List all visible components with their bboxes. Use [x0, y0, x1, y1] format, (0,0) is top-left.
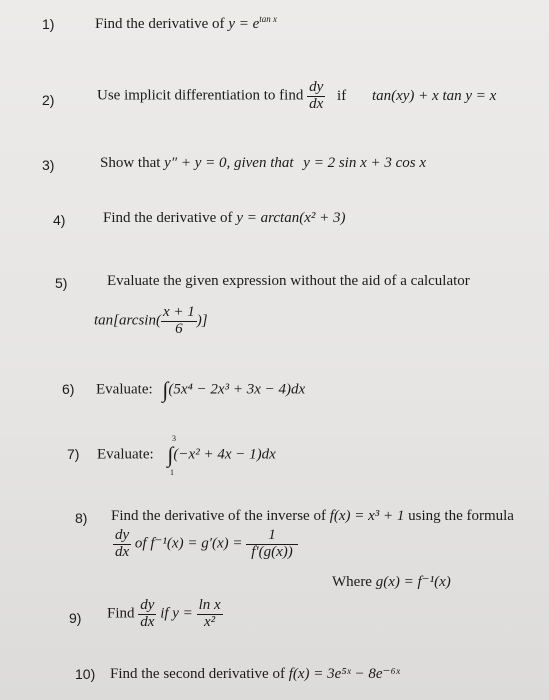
derivative-fraction: $\frac{dy}{dx}$	[309, 79, 324, 112]
math-expression: tan[arcsin( $\frac{x + 1}{6}$ )]	[94, 304, 208, 337]
problem-text: Evaluate the given expression without the aid of a calculator	[107, 273, 470, 289]
exponent: tan x	[259, 14, 277, 24]
math-expression: (−x² + 4x − 1)dx	[173, 446, 276, 463]
problem-text: Find the derivative of y = arctan(x² + 3)	[103, 210, 346, 226]
fraction: $\frac{\text{ln x}}{\text{x²}}$	[198, 597, 221, 630]
problem-text: Find the derivative of $y = e^{tan x}$	[95, 14, 277, 32]
problem-number: 5)	[55, 275, 68, 291]
math-expression: y″ + y = 0, given that	[164, 155, 294, 171]
problem-number: 3)	[42, 157, 55, 173]
problem-text: Find the derivative of the inverse of f(x) = x³ + 1 using the formula	[111, 508, 514, 524]
problem-text: Find $\frac{dy}{dx}$ if y = $\frac{\text{ln x}}{\text{x²}}$	[107, 597, 221, 630]
derivative-fraction: $\frac{dy}{dx}$	[140, 597, 155, 630]
fraction: $\frac{x + 1}{6}$	[162, 304, 195, 337]
math-expression: y = arctan(x² + 3)	[236, 210, 346, 226]
fraction: $\frac{1}{f'(g(x))}$	[246, 528, 298, 561]
problem-number: 2)	[42, 92, 55, 108]
problem-number: 7)	[67, 446, 80, 462]
problem-number: 1)	[42, 16, 55, 32]
math-expression: f(x) = x³ + 1	[329, 508, 405, 524]
problem-text: Use implicit differentiation to find $\frac{dy}{dx}$ if tan(xy) + x tan y = x	[97, 79, 497, 112]
math-expression: y = e	[228, 16, 260, 32]
upper-limit: 3	[172, 434, 176, 443]
derivative-fraction: $\frac{dy}{dx}$	[115, 527, 130, 560]
problem-number: 6)	[62, 381, 75, 397]
problem-text: Find the second derivative of f(x) = 3e⁵ˣ − 8e⁻⁶ˣ	[110, 666, 400, 682]
problem-number: 4)	[53, 212, 66, 228]
formula: $\frac{dy}{dx}$ of f⁻¹(x) = g′(x) = $\frac{1}{f'(g(x))}$	[113, 528, 298, 561]
problem-text: Evaluate: ∫(−x² + 4x − 1)dx	[97, 442, 276, 467]
math-expression: f(x) = 3e⁵ˣ − 8e⁻⁶ˣ	[288, 666, 400, 682]
problem-number: 9)	[69, 610, 82, 626]
integral-sign: ∫	[162, 377, 169, 402]
math-expression: g(x) = f⁻¹(x)	[375, 574, 451, 590]
math-expression: (5x⁴ − 2x³ + 3x − 4)dx	[168, 381, 306, 398]
problem-text: Evaluate: ∫(5x⁴ − 2x³ + 3x − 4)dx	[96, 377, 306, 402]
math-expression: y = 2 sin x + 3 cos x	[303, 155, 427, 171]
integral-sign: ∫	[167, 442, 174, 467]
lower-limit: 1	[170, 468, 174, 477]
problem-text: Show that y″ + y = 0, given that y = 2 sin x + 3 cos x	[100, 155, 427, 171]
problem-number: 10)	[75, 666, 96, 682]
math-expression: tan(xy) + x tan y = x	[371, 87, 497, 104]
problem-number: 8)	[75, 510, 88, 526]
where-clause: Where g(x) = f⁻¹(x)	[332, 574, 451, 590]
